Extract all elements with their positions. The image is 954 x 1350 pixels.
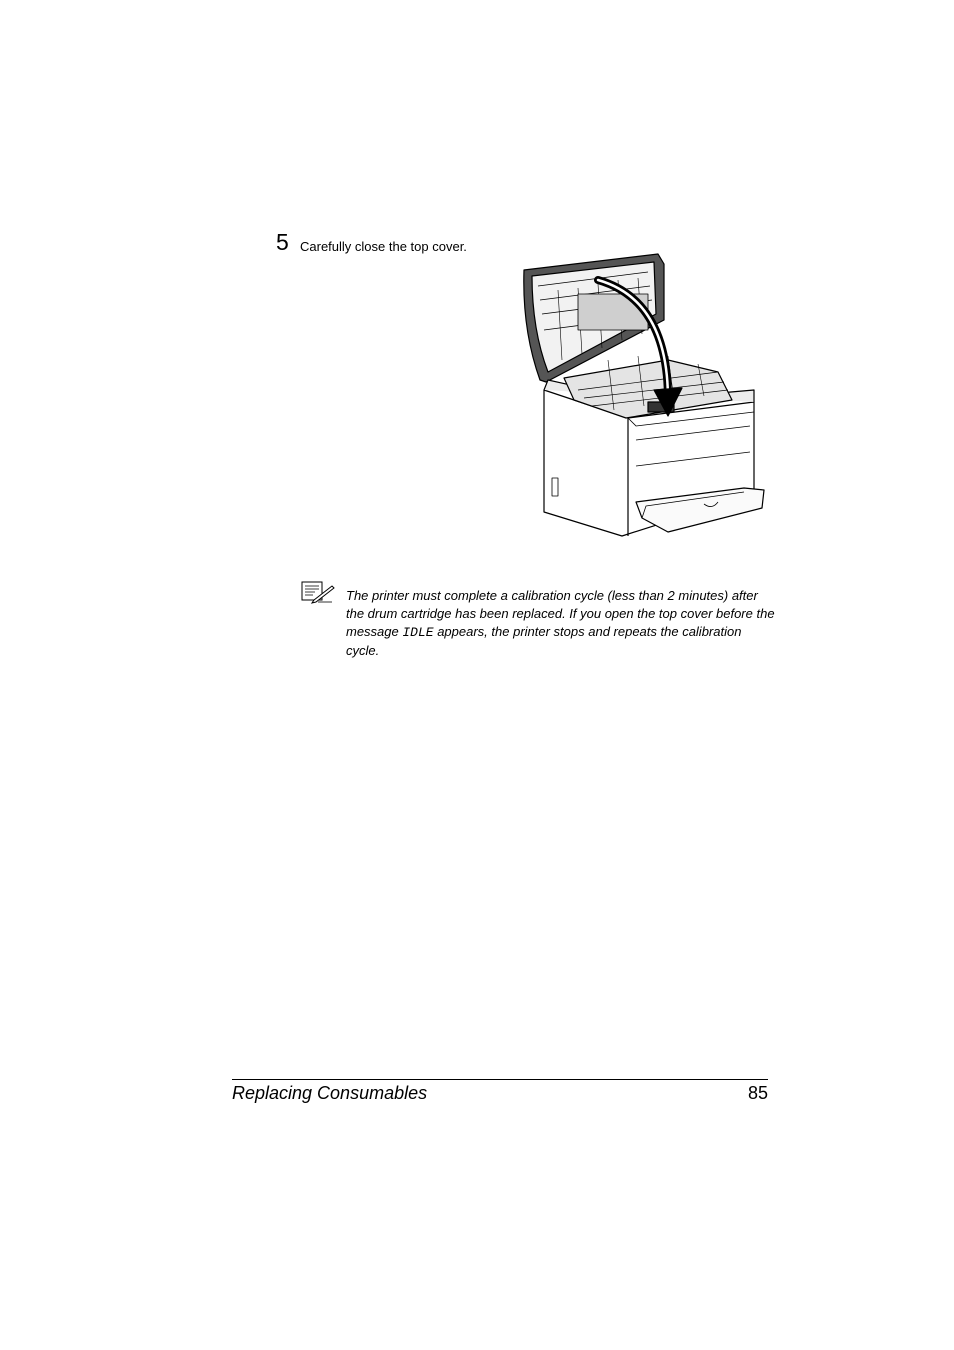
step-number: 5 bbox=[276, 229, 289, 255]
note-text-part2: appears, the printer stops and repeats the calibration cycle. bbox=[346, 624, 742, 658]
note-pencil-icon bbox=[300, 580, 336, 604]
footer-section-title: Replacing Consumables bbox=[232, 1083, 428, 1103]
footer-page-number: 85 bbox=[747, 1083, 768, 1103]
calibration-note bbox=[346, 587, 776, 660]
note-text-part1: The printer must complete a calibration cycle (less than 2 minutes) after the drum cartridge has been replaced. If you open the top cover before the message bbox=[346, 588, 775, 639]
idle-message-code: IDLE bbox=[402, 625, 434, 640]
footer-divider bbox=[232, 1079, 768, 1080]
printer-closing-cover-illustration bbox=[518, 250, 768, 542]
step-instruction: Carefully close the top cover. bbox=[300, 239, 467, 254]
